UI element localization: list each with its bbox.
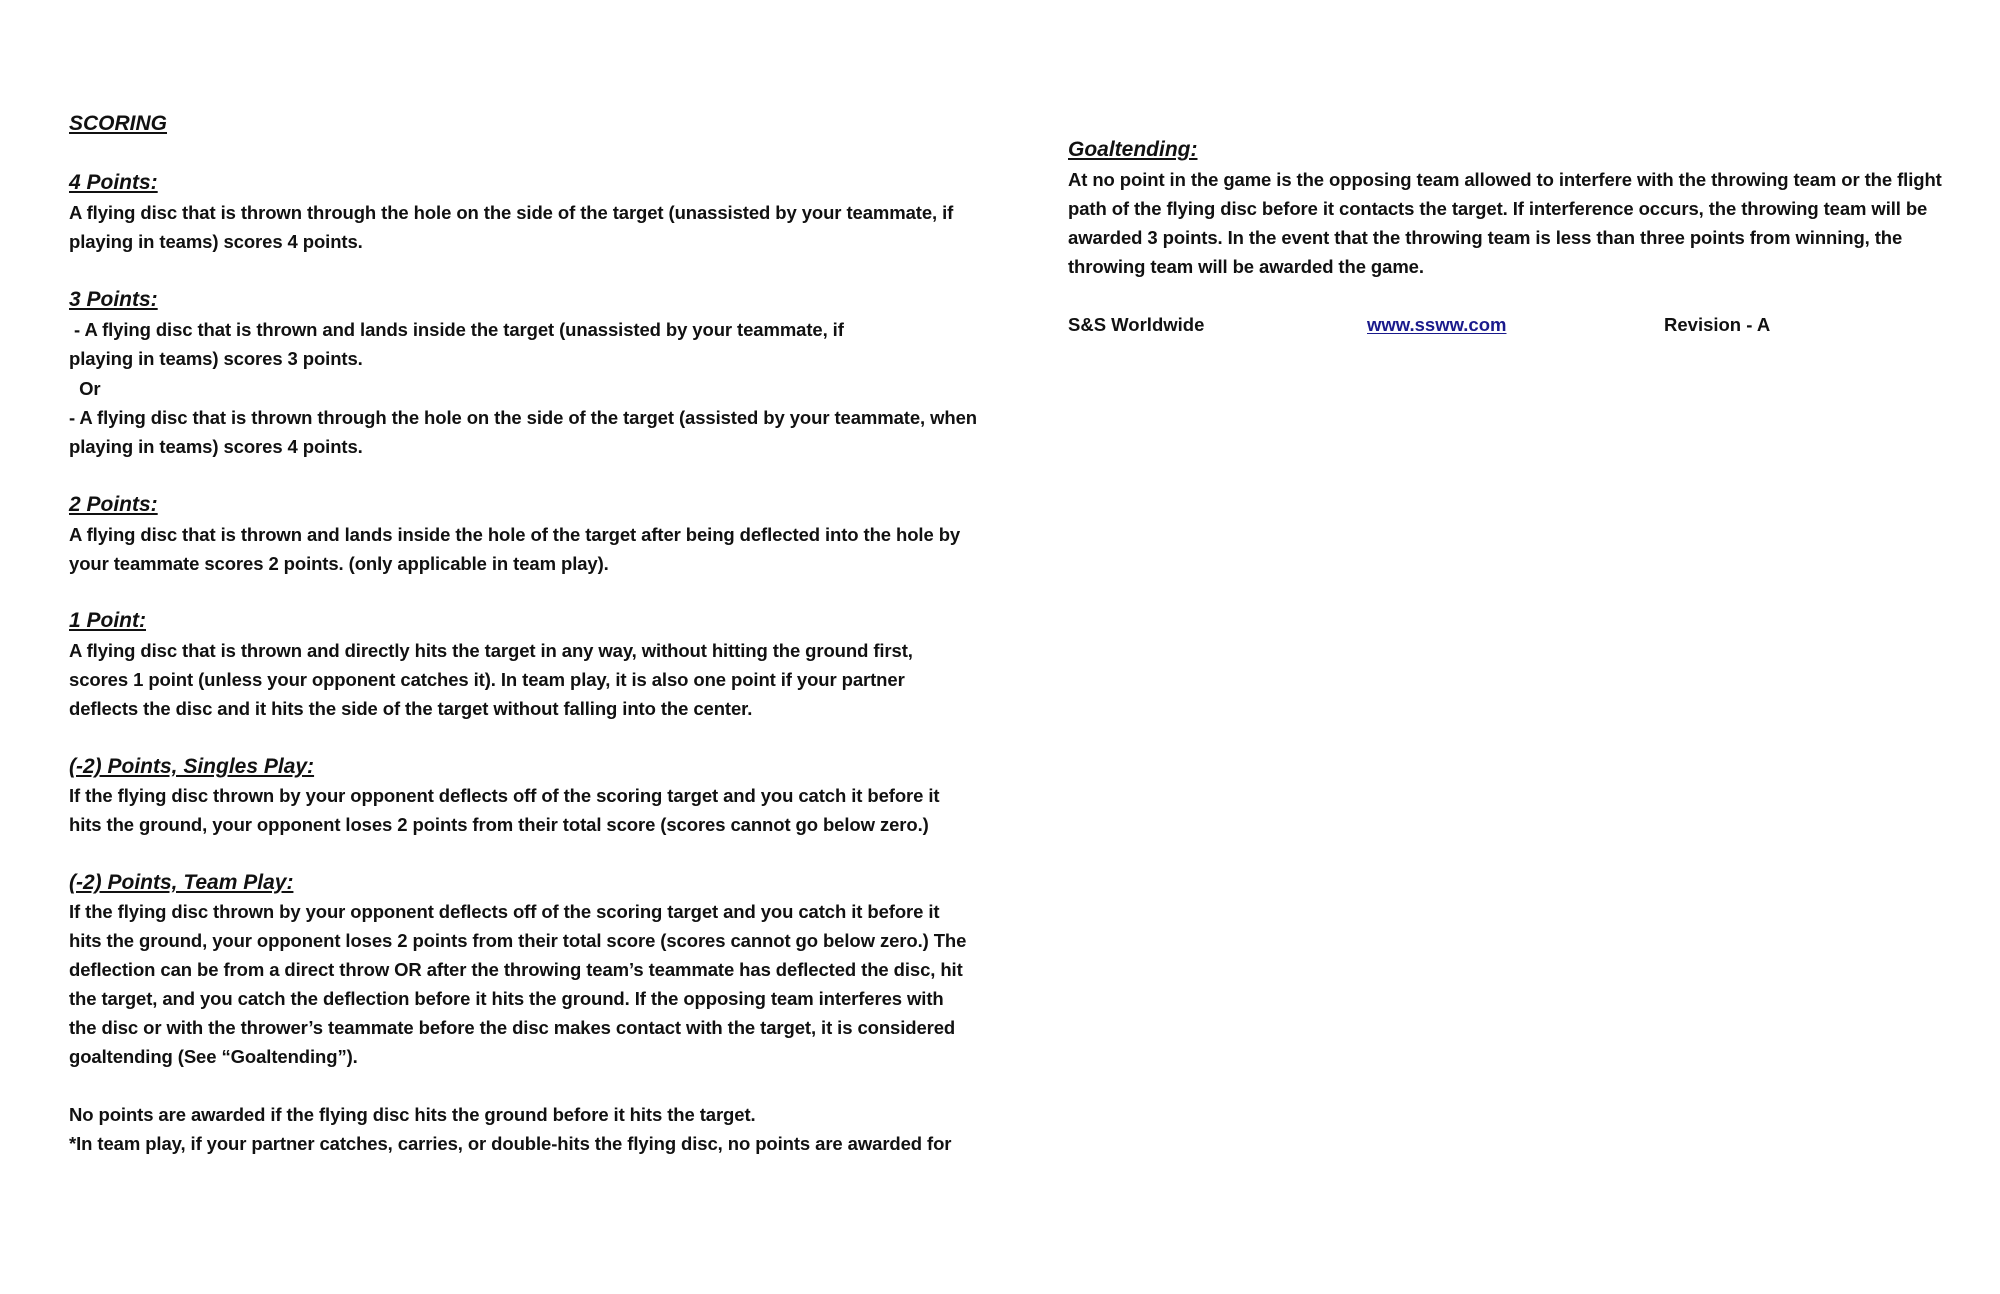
website-link[interactable]: www.ssww.com: [1367, 314, 1507, 335]
paragraph-line: the disc or with the thrower’s teammate before the disc makes contact with the target, it is considered: [69, 1017, 956, 1038]
section-heading-minus-2-singles: (-2) Points, Singles Play:: [69, 755, 315, 778]
paragraph-line: Or: [69, 378, 101, 399]
paragraph-line: playing in teams) scores 3 points.: [69, 348, 363, 369]
paragraph-line: throwing team will be awarded the game.: [1068, 256, 1424, 277]
section-heading-1-point: 1 Point:: [69, 609, 146, 632]
paragraph-line: deflects the disc and it hits the side of the target without falling into the center.: [69, 698, 753, 719]
section-heading-2-points: 2 Points:: [69, 493, 158, 516]
section-heading-3-points: 3 Points:: [69, 288, 158, 311]
paragraph-line: playing in teams) scores 4 points.: [69, 231, 363, 252]
paragraph-line: goaltending (See “Goaltending”).: [69, 1046, 358, 1067]
company-name: S&S Worldwide: [1068, 314, 1205, 335]
paragraph-line: your teammate scores 2 points. (only applicable in team play).: [69, 553, 609, 574]
section-heading-minus-2-team: (-2) Points, Team Play:: [69, 871, 294, 894]
paragraph-line: - A flying disc that is thrown and lands inside the target (unassisted by your teammate, if: [69, 319, 844, 340]
paragraph-line: awarded 3 points. In the event that the throwing team is less than three points from winning, the: [1068, 227, 1903, 248]
paragraph-line: At no point in the game is the opposing team allowed to interfere with the throwing team or the flight: [1068, 169, 1942, 190]
paragraph-line: scores 1 point (unless your opponent catches it). In team play, it is also one point if your partner: [69, 669, 905, 690]
paragraph-line: hits the ground, your opponent loses 2 points from their total score (scores cannot go below zero.) The: [69, 930, 967, 951]
paragraph-line: A flying disc that is thrown and directly hits the target in any way, without hitting the ground first,: [69, 640, 913, 661]
section-heading-4-points: 4 Points:: [69, 171, 158, 194]
team-play-note: *In team play, if your partner catches, carries, or double-hits the flying disc, no points are awarded for: [69, 1133, 952, 1154]
paragraph-line: - A flying disc that is thrown through the hole on the side of the target (assisted by your teammate, when: [69, 407, 977, 428]
paragraph-line: If the flying disc thrown by your opponent deflects off of the scoring target and you catch it before it: [69, 785, 940, 806]
paragraph-line: hits the ground, your opponent loses 2 points from their total score (scores cannot go below zero.): [69, 814, 929, 835]
paragraph-line: A flying disc that is thrown and lands inside the hole of the target after being deflected into the hole by: [69, 524, 961, 545]
revision-label: Revision - A: [1664, 314, 1771, 335]
scoring-title: SCORING: [69, 112, 168, 135]
paragraph-line: deflection can be from a direct throw OR after the throwing team’s teammate has deflected the disc, hit: [69, 959, 963, 980]
section-heading-goaltending: Goaltending:: [1068, 138, 1198, 161]
no-points-note: No points are awarded if the flying disc hits the ground before it hits the target.: [69, 1104, 756, 1125]
paragraph-line: path of the flying disc before it contacts the target. If interference occurs, the throwing team will be: [1068, 198, 1928, 219]
paragraph-line: A flying disc that is thrown through the hole on the side of the target (unassisted by your teammate, if: [69, 202, 954, 223]
paragraph-line: If the flying disc thrown by your opponent deflects off of the scoring target and you catch it before it: [69, 901, 940, 922]
paragraph-line: the target, and you catch the deflection before it hits the ground. If the opposing team interferes with: [69, 988, 944, 1009]
paragraph-line: playing in teams) scores 4 points.: [69, 436, 363, 457]
